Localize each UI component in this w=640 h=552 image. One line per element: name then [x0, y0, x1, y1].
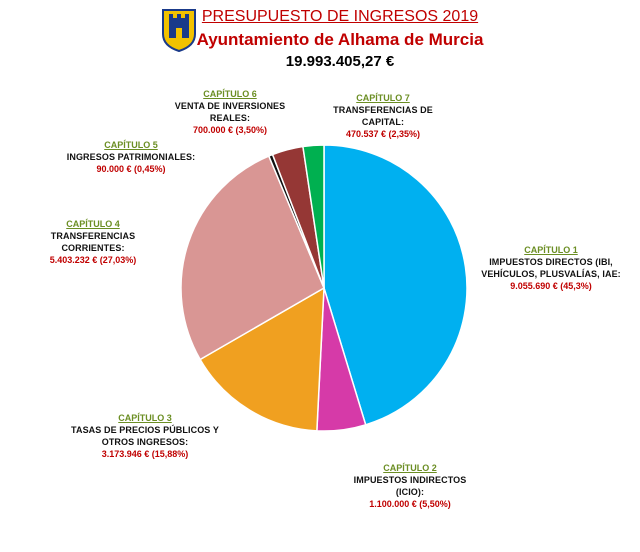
label-cap7-chapter: CAPÍTULO 7 — [356, 93, 410, 103]
budget-total: 19.993.405,27 € — [285, 53, 395, 70]
label-cap2-value: 1.100.000 € (5,50%) — [369, 499, 451, 509]
label-cap1-chapter: CAPÍTULO 1 — [524, 245, 578, 255]
label-cap3-chapter: CAPÍTULO 3 — [118, 413, 172, 423]
label-cap5-value: 90.000 € (0,45%) — [96, 164, 166, 174]
label-cap6-chapter: CAPÍTULO 6 — [203, 89, 257, 99]
label-cap6-desc: VENTA DE INVERSIONES REALES: — [174, 101, 286, 123]
label-cap1 — [476, 244, 626, 292]
label-cap4-desc: TRANSFERENCIAS CORRIENTES: — [50, 231, 136, 253]
label-cap5-desc: INGRESOS PATRIMONIALES: — [66, 152, 196, 162]
label-cap5-chapter: CAPÍTULO 5 — [104, 140, 158, 150]
label-cap4 — [28, 218, 158, 266]
label-cap7-value: 470.537 € (2,35%) — [345, 129, 421, 139]
label-cap2 — [345, 462, 475, 510]
label-cap1-value: 9.055.690 € (45,3%) — [510, 281, 592, 291]
label-cap3-value: 3.173.946 € (15,88%) — [101, 449, 189, 459]
label-cap2-chapter: CAPÍTULO 2 — [383, 463, 437, 473]
label-cap7 — [328, 92, 438, 140]
label-cap6 — [160, 88, 300, 136]
label-cap4-chapter: CAPÍTULO 4 — [66, 219, 120, 229]
chart-title: PRESUPUESTO DE INGRESOS 2019 — [201, 8, 479, 25]
label-cap4-value: 5.403.232 € (27,03%) — [49, 255, 137, 265]
label-cap3 — [70, 412, 220, 460]
label-cap7-desc: TRANSFERENCIAS DE CAPITAL: — [333, 105, 433, 127]
label-cap5 — [56, 139, 206, 175]
label-cap1-desc: IMPUESTOS DIRECTOS (IBI, VEHÍCULOS, PLUSVALÍAS, IAE: — [481, 257, 621, 279]
label-cap2-desc: IMPUESTOS INDIRECTOS (ICIO): — [353, 475, 467, 497]
label-cap6-value: 700.000 € (3,50%) — [192, 125, 268, 135]
label-cap3-desc: TASAS DE PRECIOS PÚBLICOS Y OTROS INGRESOS: — [71, 425, 219, 447]
chart-subtitle: Ayuntamiento de Alhama de Murcia — [196, 30, 484, 49]
